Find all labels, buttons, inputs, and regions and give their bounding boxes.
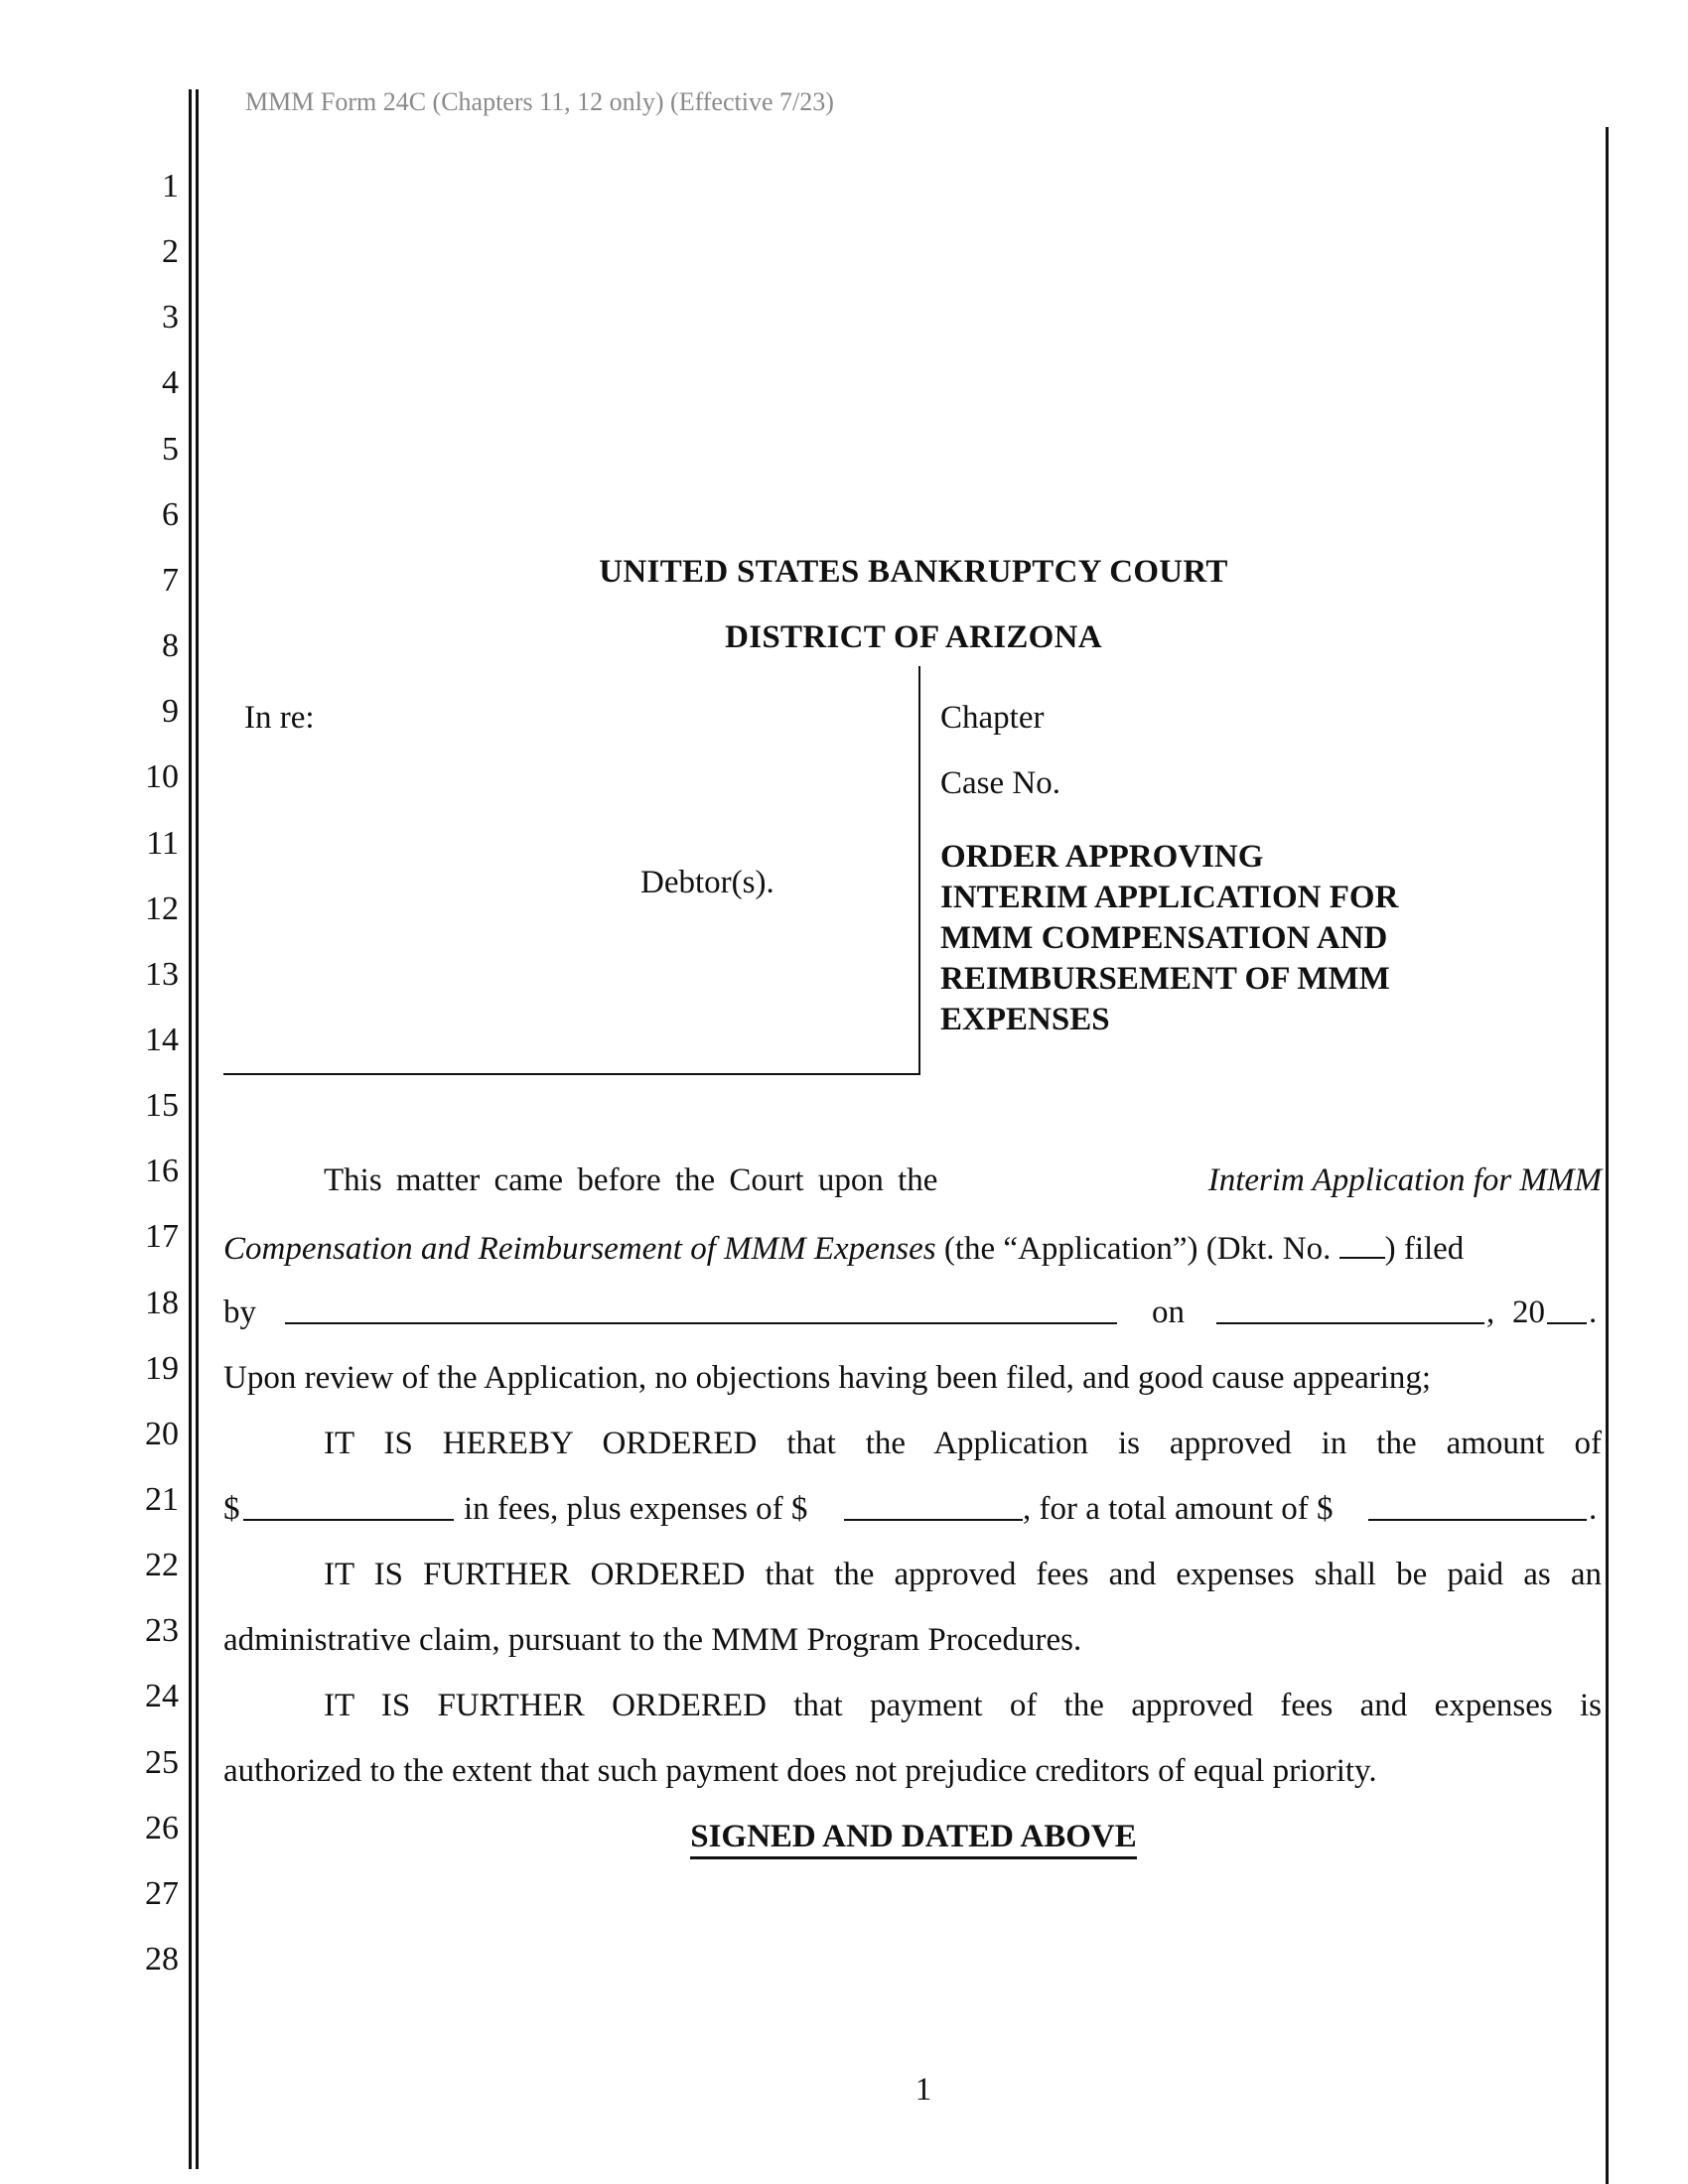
caption-bottom-rule (223, 1073, 920, 1075)
on-label: on (1152, 1295, 1185, 1330)
body-line-20 (223, 1424, 1602, 1463)
line-number: 4 (162, 364, 179, 402)
docket-number-blank (1339, 1227, 1385, 1259)
order-title-line: INTERIM APPLICATION FOR (940, 880, 1399, 915)
line-number: 19 (145, 1349, 179, 1387)
line-number: 15 (145, 1087, 179, 1125)
line-number: 5 (162, 430, 179, 468)
body-line-25: authorized to the extent that such payment does not prejudice creditors of equal priority. (223, 1753, 1377, 1789)
total-text: , for a total amount of $ (1023, 1491, 1334, 1527)
body-line-22 (223, 1555, 1602, 1594)
line-number: 2 (162, 233, 179, 271)
court-district: DISTRICT OF ARIZONA (725, 619, 1102, 655)
p1-line1-start: This matter came before the Court upon the (324, 1162, 938, 1198)
ordered-approved-text: IT IS HEREBY ORDERED that the Application is approved in the amount of (324, 1426, 1602, 1461)
p1-line2-rest: (the “Application”) (Dkt. No. (943, 1231, 1332, 1267)
order-title (940, 837, 1556, 1040)
year-prefix: 20 (1512, 1295, 1545, 1330)
line-number: 28 (145, 1941, 179, 1979)
line-number: 24 (145, 1678, 179, 1715)
in-re-label: In re: (244, 700, 315, 736)
ordered-paid-text: IT IS FURTHER ORDERED that the approved fees and expenses shall be paid as an (324, 1557, 1602, 1592)
court-name: UNITED STATES BANKRUPTCY COURT (599, 554, 1228, 590)
by-label: by (223, 1295, 256, 1330)
line-number: 16 (145, 1153, 179, 1190)
year-comma: , (1486, 1295, 1495, 1330)
period: . (1589, 1295, 1598, 1330)
line-number: 1 (162, 168, 179, 205)
line-number: 14 (145, 1021, 179, 1058)
line-number: 26 (145, 1809, 179, 1846)
line-number: 18 (145, 1284, 179, 1321)
line-number: 6 (162, 495, 179, 533)
left-margin-rule-outer (189, 89, 192, 2169)
p1-line2-end: ) filed (1384, 1231, 1465, 1267)
line-number: 25 (145, 1743, 179, 1781)
line-number: 3 (162, 299, 179, 337)
order-title-line: ORDER APPROVING (940, 839, 1264, 875)
p1-line2-italic: Compensation and Reimbursement of MMM Expenses (223, 1231, 936, 1267)
body-line-19: Upon review of the Application, no objections having been filed, and good cause appearing; (223, 1360, 1432, 1396)
p1-line1-italic: Interim Application for MMM (1207, 1162, 1602, 1198)
ordered-payment-text: IT IS FURTHER ORDERED that payment of the approved fees and expenses is (324, 1688, 1602, 1723)
line-number: 8 (162, 627, 179, 665)
signed-text: SIGNED AND DATED ABOVE (690, 1819, 1137, 1859)
fees-amount-blank (243, 1489, 454, 1521)
chapter-label: Chapter (940, 700, 1045, 736)
line-number: 23 (145, 1612, 179, 1650)
right-margin-rule (1606, 127, 1609, 2184)
line-number: 7 (162, 561, 179, 599)
line-number: 22 (145, 1547, 179, 1584)
order-title-line: MMM COMPENSATION AND (940, 920, 1388, 956)
body-line-23: administrative claim, pursuant to the MMM Program Procedures. (223, 1622, 1082, 1658)
caption-vertical-rule (918, 666, 920, 1075)
line-number: 13 (145, 955, 179, 993)
body-line-24 (223, 1686, 1602, 1725)
line-number: 12 (145, 889, 179, 927)
page-number: 1 (914, 2072, 932, 2108)
line-number: 10 (145, 758, 179, 796)
signed-and-dated (0, 1819, 1688, 1855)
dollar-sign: $ (223, 1491, 240, 1527)
line-number: 11 (146, 824, 179, 862)
left-margin-rule-inner (196, 89, 199, 2169)
expenses-amount-blank (844, 1489, 1023, 1521)
fees-text: in fees, plus expenses of $ (464, 1491, 808, 1527)
line-number: 20 (145, 1415, 179, 1452)
debtor-label: Debtor(s). (640, 865, 774, 900)
case-no-label: Case No. (940, 765, 1060, 801)
order-title-line: REIMBURSEMENT OF MMM (940, 961, 1390, 997)
filing-date-blank (1216, 1293, 1484, 1324)
line-number: 9 (162, 693, 179, 731)
order-title-line: EXPENSES (940, 1002, 1110, 1037)
line-number: 17 (145, 1218, 179, 1256)
total-amount-blank (1368, 1489, 1587, 1521)
line-number: 21 (145, 1481, 179, 1518)
period-2: . (1589, 1491, 1598, 1527)
body-line-17 (223, 1227, 1464, 1269)
line-number: 27 (145, 1874, 179, 1912)
year-blank (1547, 1293, 1587, 1324)
form-header: MMM Form 24C (Chapters 11, 12 only) (Effective 7/23) (245, 87, 834, 116)
filer-name-blank (285, 1293, 1117, 1324)
